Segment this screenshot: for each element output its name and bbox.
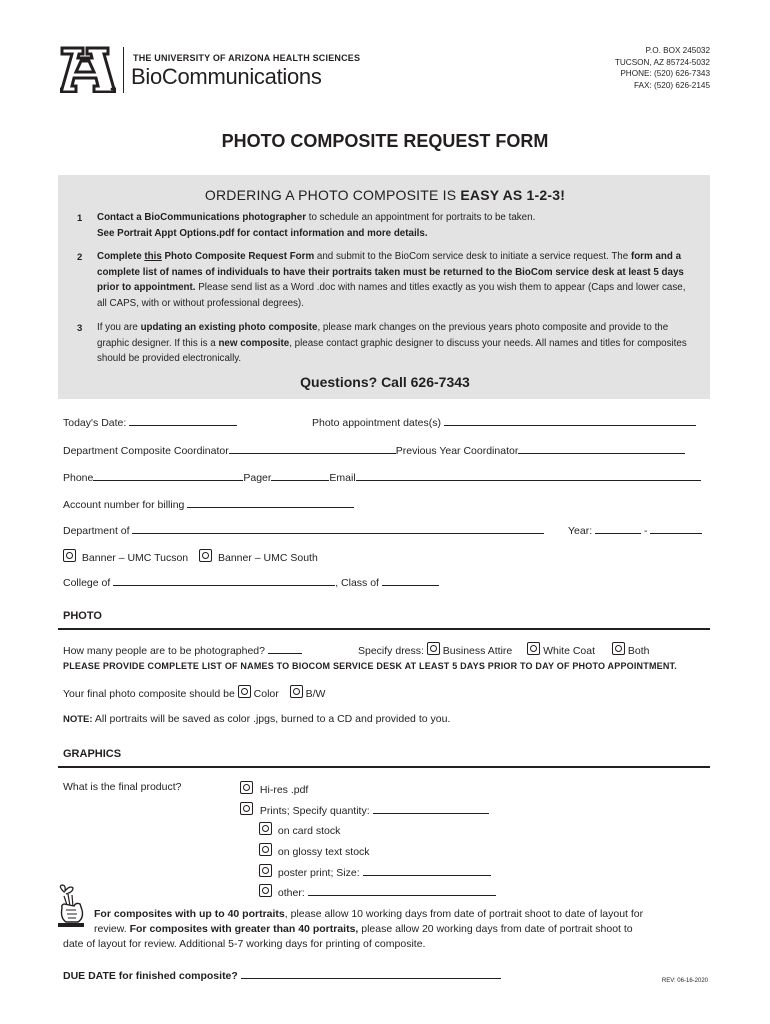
department-name: BioCommunications bbox=[131, 64, 322, 89]
step2-bold: Complete bbox=[97, 251, 145, 262]
banner-tucson-label: Banner – UMC Tucson bbox=[81, 552, 189, 564]
college-label: College of bbox=[63, 577, 111, 589]
step3-bold-2: new composite bbox=[218, 337, 290, 349]
card-stock-row bbox=[259, 822, 340, 837]
email-field[interactable] bbox=[356, 470, 701, 481]
other-checkbox[interactable] bbox=[259, 884, 272, 897]
step3-bold: updating an existing photo composite bbox=[140, 322, 318, 333]
timeline-text-1: , please allow 10 working days from date of portrait shoot to date of layout for bbox=[284, 908, 644, 920]
class-of-label: , Class of bbox=[335, 577, 379, 589]
class-of-field[interactable] bbox=[382, 575, 439, 586]
hires-row bbox=[240, 781, 308, 796]
step2-text-2: Please send list as a Word .doc with names and titles exactly as you wish them to appear (Caps and lower case, all CAPS, with or without professional degrees). bbox=[97, 282, 686, 309]
prints-label: Prints; Specify quantity: bbox=[259, 805, 370, 817]
hires-label: Hi-res .pdf bbox=[259, 784, 309, 796]
glossy-label: on glossy text stock bbox=[277, 846, 370, 858]
note-row bbox=[63, 713, 450, 725]
color-checkbox[interactable] bbox=[238, 685, 251, 698]
account-field[interactable] bbox=[187, 497, 354, 508]
timeline-bold-2: For composites with greater than 40 portraits, bbox=[129, 923, 359, 935]
both-checkbox[interactable] bbox=[612, 642, 625, 655]
todays-date-row bbox=[63, 415, 237, 429]
year-end-field[interactable] bbox=[650, 523, 702, 534]
address-line: P.O. BOX 245032 bbox=[645, 46, 710, 55]
how-many-field[interactable] bbox=[268, 643, 302, 654]
form-title: PHOTO COMPOSITE REQUEST FORM bbox=[221, 131, 549, 151]
step2-underline: this bbox=[144, 251, 162, 262]
final-product-label: What is the final product? bbox=[63, 781, 182, 793]
glossy-checkbox[interactable] bbox=[259, 843, 272, 856]
banner-tucson-checkbox[interactable] bbox=[63, 549, 76, 562]
coordinator-row bbox=[63, 443, 685, 457]
revision-date: REV: 06-16-2020 bbox=[661, 978, 708, 984]
prints-checkbox[interactable] bbox=[240, 802, 253, 815]
dress-row bbox=[358, 642, 649, 657]
department-row bbox=[63, 523, 544, 537]
card-stock-checkbox[interactable] bbox=[259, 822, 272, 835]
step3-text: If you are bbox=[97, 322, 141, 333]
bw-label: B/W bbox=[305, 688, 326, 700]
poster-label: poster print; Size: bbox=[277, 867, 360, 879]
photo-divider bbox=[58, 628, 710, 630]
prints-row bbox=[240, 802, 489, 817]
other-field[interactable] bbox=[308, 885, 496, 896]
step-number: 2 bbox=[77, 252, 83, 263]
poster-size-field[interactable] bbox=[363, 865, 491, 876]
final-format-row bbox=[63, 685, 325, 700]
banner-row bbox=[63, 549, 318, 564]
timeline-line-3: date of layout for review. Additional 5-7 working days for printing of composite. bbox=[63, 938, 426, 950]
appt-dates-field[interactable] bbox=[444, 415, 696, 426]
year-dash: - bbox=[643, 525, 648, 537]
step3-text-3: , please contact graphic designer to discuss your needs. All names and titles for composites should be provided electronically. bbox=[97, 337, 687, 364]
college-row bbox=[63, 575, 439, 589]
note-label: NOTE: bbox=[63, 714, 93, 725]
address-line: FAX: (520) 626-2145 bbox=[633, 80, 710, 90]
account-row bbox=[63, 497, 354, 511]
address-line: PHONE: (520) 626-7343 bbox=[620, 69, 710, 78]
university-name: THE UNIVERSITY OF ARIZONA HEALTH SCIENCES bbox=[133, 53, 361, 63]
email-label: Email bbox=[329, 472, 356, 484]
department-field[interactable] bbox=[132, 523, 544, 534]
step-1 bbox=[97, 210, 697, 241]
timeline-text-2b: please allow 20 working days from date of portrait shoot to bbox=[358, 923, 633, 935]
due-date-field[interactable] bbox=[241, 968, 501, 979]
step1-bold-2: See Portrait Appt Options.pdf for contact information and more details. bbox=[97, 227, 428, 239]
questions-line: Questions? Call 626-7343 bbox=[300, 374, 470, 390]
step2-text: and submit to the BioCom service desk to initiate a service request. The bbox=[314, 251, 631, 262]
color-label: Color bbox=[253, 688, 279, 700]
both-label: Both bbox=[627, 645, 650, 657]
college-field[interactable] bbox=[113, 575, 335, 586]
appt-dates-row bbox=[312, 415, 696, 429]
ordering-bold: EASY AS 1-2-3! bbox=[460, 187, 566, 203]
step3-text-2: , please mark changes on the previous years photo composite and provide to the graphic designer. If this is a bbox=[97, 322, 669, 349]
white-coat-label: White Coat bbox=[543, 645, 596, 657]
address-block bbox=[615, 45, 710, 91]
due-date-label: DUE DATE for finished composite? bbox=[63, 970, 238, 982]
reminder-hand-icon bbox=[52, 884, 92, 928]
business-attire-checkbox[interactable] bbox=[427, 642, 440, 655]
account-label: Account number for billing bbox=[63, 499, 185, 511]
year-label: Year: bbox=[568, 525, 593, 537]
prev-coord-field[interactable] bbox=[518, 443, 685, 454]
step-2 bbox=[97, 249, 697, 311]
business-attire-label: Business Attire bbox=[442, 645, 513, 657]
photo-heading: PHOTO bbox=[63, 610, 102, 622]
department-label: Department of bbox=[63, 525, 130, 537]
card-stock-label: on card stock bbox=[277, 825, 341, 837]
graphics-heading: GRAPHICS bbox=[63, 748, 122, 760]
step-number: 1 bbox=[77, 213, 83, 224]
pager-label: Pager bbox=[243, 472, 272, 484]
step-3 bbox=[97, 320, 697, 367]
pager-field[interactable] bbox=[271, 470, 329, 481]
provide-list-notice: PLEASE PROVIDE COMPLETE LIST OF NAMES TO BIOCOM SERVICE DESK AT LEAST 5 DAYS PRIOR TO DAY OF PHOTO APPOINTMENT. bbox=[63, 661, 677, 671]
prints-quantity-field[interactable] bbox=[373, 803, 489, 814]
note-text: All portraits will be saved as color .jpgs, burned to a CD and provided to you. bbox=[92, 713, 451, 725]
timeline-bold-1: For composites with up to 40 portraits bbox=[94, 908, 285, 920]
year-start-field[interactable] bbox=[595, 523, 641, 534]
step1-text: to schedule an appointment for portraits to be taken. bbox=[306, 212, 536, 223]
glossy-row bbox=[259, 843, 370, 858]
year-row bbox=[568, 523, 702, 537]
timeline-line-1 bbox=[94, 908, 643, 920]
prev-coord-label: Previous Year Coordinator bbox=[395, 445, 519, 457]
appt-dates-label: Photo appointment dates(s) bbox=[312, 417, 441, 429]
header-divider bbox=[123, 47, 124, 93]
poster-checkbox[interactable] bbox=[259, 864, 272, 877]
contact-row bbox=[63, 470, 701, 484]
address-line: TUCSON, AZ 85724-5032 bbox=[614, 57, 710, 67]
phone-field[interactable] bbox=[93, 470, 243, 481]
step2-bold-2: Photo Composite Request Form bbox=[161, 251, 315, 262]
other-label: other: bbox=[277, 887, 305, 899]
timeline-text-2: review. bbox=[94, 923, 130, 935]
timeline-line-2 bbox=[94, 923, 633, 935]
dept-coord-field[interactable] bbox=[229, 443, 396, 454]
step1-bold: Contact a BioCommunications photographer bbox=[97, 212, 307, 223]
poster-row bbox=[259, 864, 491, 879]
todays-date-label: Today's Date: bbox=[63, 417, 127, 429]
bw-checkbox[interactable] bbox=[290, 685, 303, 698]
todays-date-field[interactable] bbox=[129, 415, 237, 426]
banner-south-checkbox[interactable] bbox=[199, 549, 212, 562]
how-many-row bbox=[63, 643, 302, 657]
banner-south-label: Banner – UMC South bbox=[217, 552, 318, 564]
how-many-label: How many people are to be photographed? bbox=[63, 645, 265, 657]
university-logo bbox=[60, 45, 116, 93]
step2-bold-3: form and a complete list of names of individuals to have their portraits taken must be returned to the BioCom service desk at least 5 days prior to appointment. bbox=[97, 251, 684, 293]
hires-checkbox[interactable] bbox=[240, 781, 253, 794]
white-coat-checkbox[interactable] bbox=[527, 642, 540, 655]
ordering-prefix: ORDERING A PHOTO COMPOSITE IS bbox=[204, 187, 461, 203]
step-number: 3 bbox=[77, 323, 83, 334]
ordering-heading bbox=[0, 187, 770, 203]
due-date-row bbox=[63, 968, 501, 982]
dept-coord-label: Department Composite Coordinator bbox=[63, 445, 229, 457]
graphics-divider bbox=[58, 766, 710, 768]
other-row bbox=[259, 884, 496, 899]
dress-label: Specify dress: bbox=[358, 645, 424, 657]
phone-label: Phone bbox=[63, 472, 94, 484]
final-format-label: Your final photo composite should be bbox=[63, 688, 235, 700]
